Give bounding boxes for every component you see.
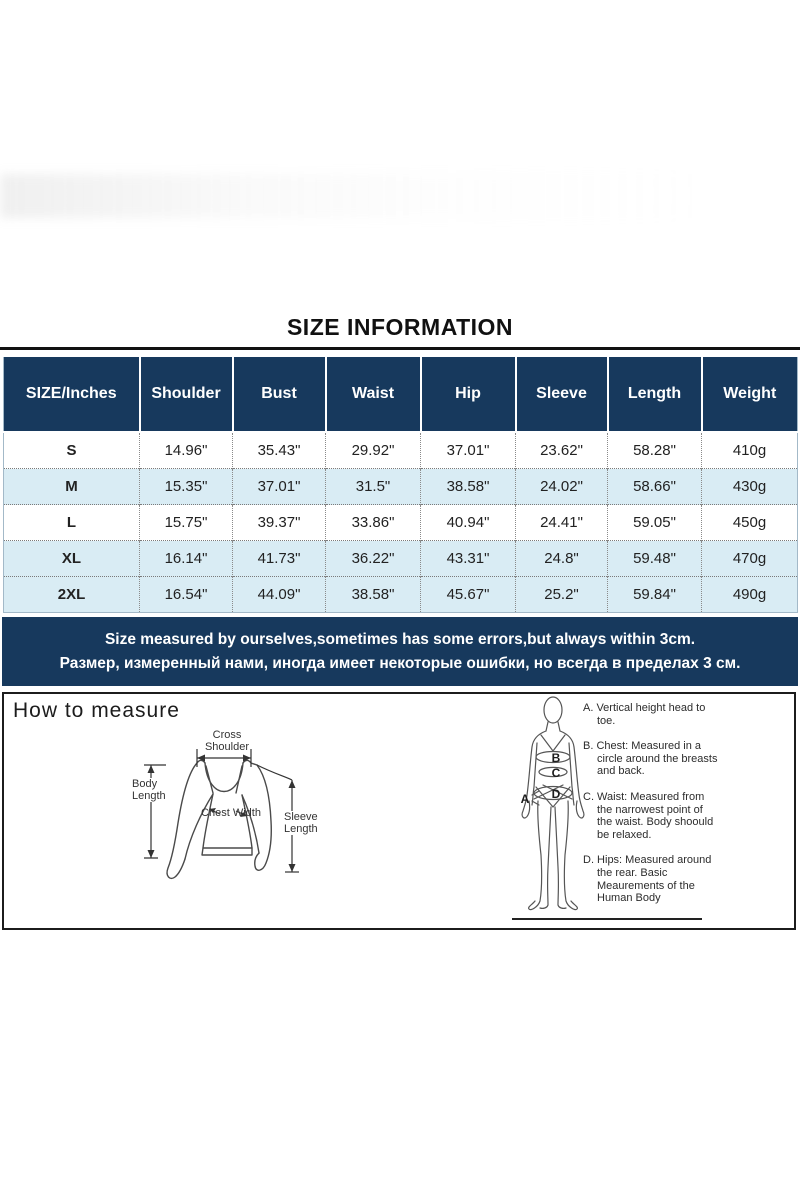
weight-cell: 490g — [702, 577, 798, 613]
table-cell: 58.66" — [608, 469, 702, 505]
column-header-hip: Hip — [421, 357, 516, 432]
weight-cell: 470g — [702, 541, 798, 577]
instruction-a: A. Vertical height head to toe. — [583, 702, 706, 727]
table-cell: 24.8" — [516, 541, 608, 577]
marker-a: A — [520, 792, 530, 806]
column-header-waist: Waist — [326, 357, 421, 432]
tolerance-notice-banner — [2, 617, 798, 686]
size-cell: M — [4, 469, 140, 505]
table-cell: 58.28" — [608, 432, 702, 469]
marker-d: D — [551, 787, 561, 801]
notice-line-english: Size measured by ourselves,sometimes has some errors,but always within 3cm. — [104, 631, 696, 648]
weight-cell: 410g — [702, 432, 798, 469]
column-header-weight: Weight — [702, 357, 798, 432]
label-body-length: Body Length — [132, 778, 174, 802]
table-cell: 59.48" — [608, 541, 702, 577]
weight-cell: 450g — [702, 505, 798, 541]
table-row-l — [4, 505, 798, 541]
table-cell: 29.92" — [326, 432, 421, 469]
instruction-b: B. Chest: Measured in a circle around the breasts and back. — [583, 740, 718, 778]
table-cell: 14.96" — [140, 432, 233, 469]
table-cell: 24.02" — [516, 469, 608, 505]
table-header-row — [4, 357, 798, 432]
table-cell: 24.41" — [516, 505, 608, 541]
instruction-c: C. Waist: Measured from the narrowest point of the waist. Body shoould be relaxed. — [583, 790, 714, 841]
size-cell: 2XL — [4, 577, 140, 613]
table-cell: 31.5" — [326, 469, 421, 505]
label-cross-shoulder: Cross Shoulder — [204, 729, 250, 753]
size-cell: L — [4, 505, 140, 541]
table-cell: 45.67" — [421, 577, 516, 613]
label-chest-width: Chest Width — [201, 807, 261, 819]
table-cell: 39.37" — [233, 505, 326, 541]
page-title: SIZE INFORMATION — [286, 314, 514, 340]
table-cell: 59.05" — [608, 505, 702, 541]
figure-baseline — [512, 918, 702, 920]
table-cell: 15.35" — [140, 469, 233, 505]
faint-watermark — [0, 174, 700, 218]
table-cell: 59.84" — [608, 577, 702, 613]
column-header-sleeve: Sleeve — [516, 357, 608, 432]
weight-cell: 430g — [702, 469, 798, 505]
table-cell: 36.22" — [326, 541, 421, 577]
how-to-measure-section — [2, 692, 796, 930]
marker-b: B — [551, 751, 561, 765]
table-cell: 38.58" — [421, 469, 516, 505]
table-cell: 37.01" — [421, 432, 516, 469]
column-header-bust: Bust — [233, 357, 326, 432]
measurement-instructions — [583, 702, 719, 918]
notice-line-russian: Размер, измеренный нами, иногда имеет некоторые ошибки, но всегда в пределах 3 см. — [59, 655, 741, 672]
size-cell: S — [4, 432, 140, 469]
table-row-xl — [4, 541, 798, 577]
table-cell: 23.62" — [516, 432, 608, 469]
how-to-measure-heading: How to measure — [13, 699, 180, 722]
title-divider-line — [0, 347, 800, 350]
table-cell: 44.09" — [233, 577, 326, 613]
label-sleeve-length: Sleeve Length — [284, 811, 336, 835]
table-cell: 43.31" — [421, 541, 516, 577]
column-header-shoulder: Shoulder — [140, 357, 233, 432]
table-cell: 16.14" — [140, 541, 233, 577]
table-row-s — [4, 432, 798, 469]
table-cell: 35.43" — [233, 432, 326, 469]
size-table — [3, 357, 798, 613]
table-cell: 16.54" — [140, 577, 233, 613]
column-header-size: SIZE/Inches — [4, 357, 140, 432]
table-cell: 38.58" — [326, 577, 421, 613]
table-cell: 15.75" — [140, 505, 233, 541]
column-header-length: Length — [608, 357, 702, 432]
table-cell: 25.2" — [516, 577, 608, 613]
table-row-m — [4, 469, 798, 505]
table-row-2xl — [4, 577, 798, 613]
table-cell: 33.86" — [326, 505, 421, 541]
table-cell: 40.94" — [421, 505, 516, 541]
table-cell: 37.01" — [233, 469, 326, 505]
marker-c: C — [551, 766, 561, 780]
table-cell: 41.73" — [233, 541, 326, 577]
size-cell: XL — [4, 541, 140, 577]
instruction-d: D. Hips: Measured around the rear. Basic Meaurements of the Human Body — [583, 854, 712, 905]
